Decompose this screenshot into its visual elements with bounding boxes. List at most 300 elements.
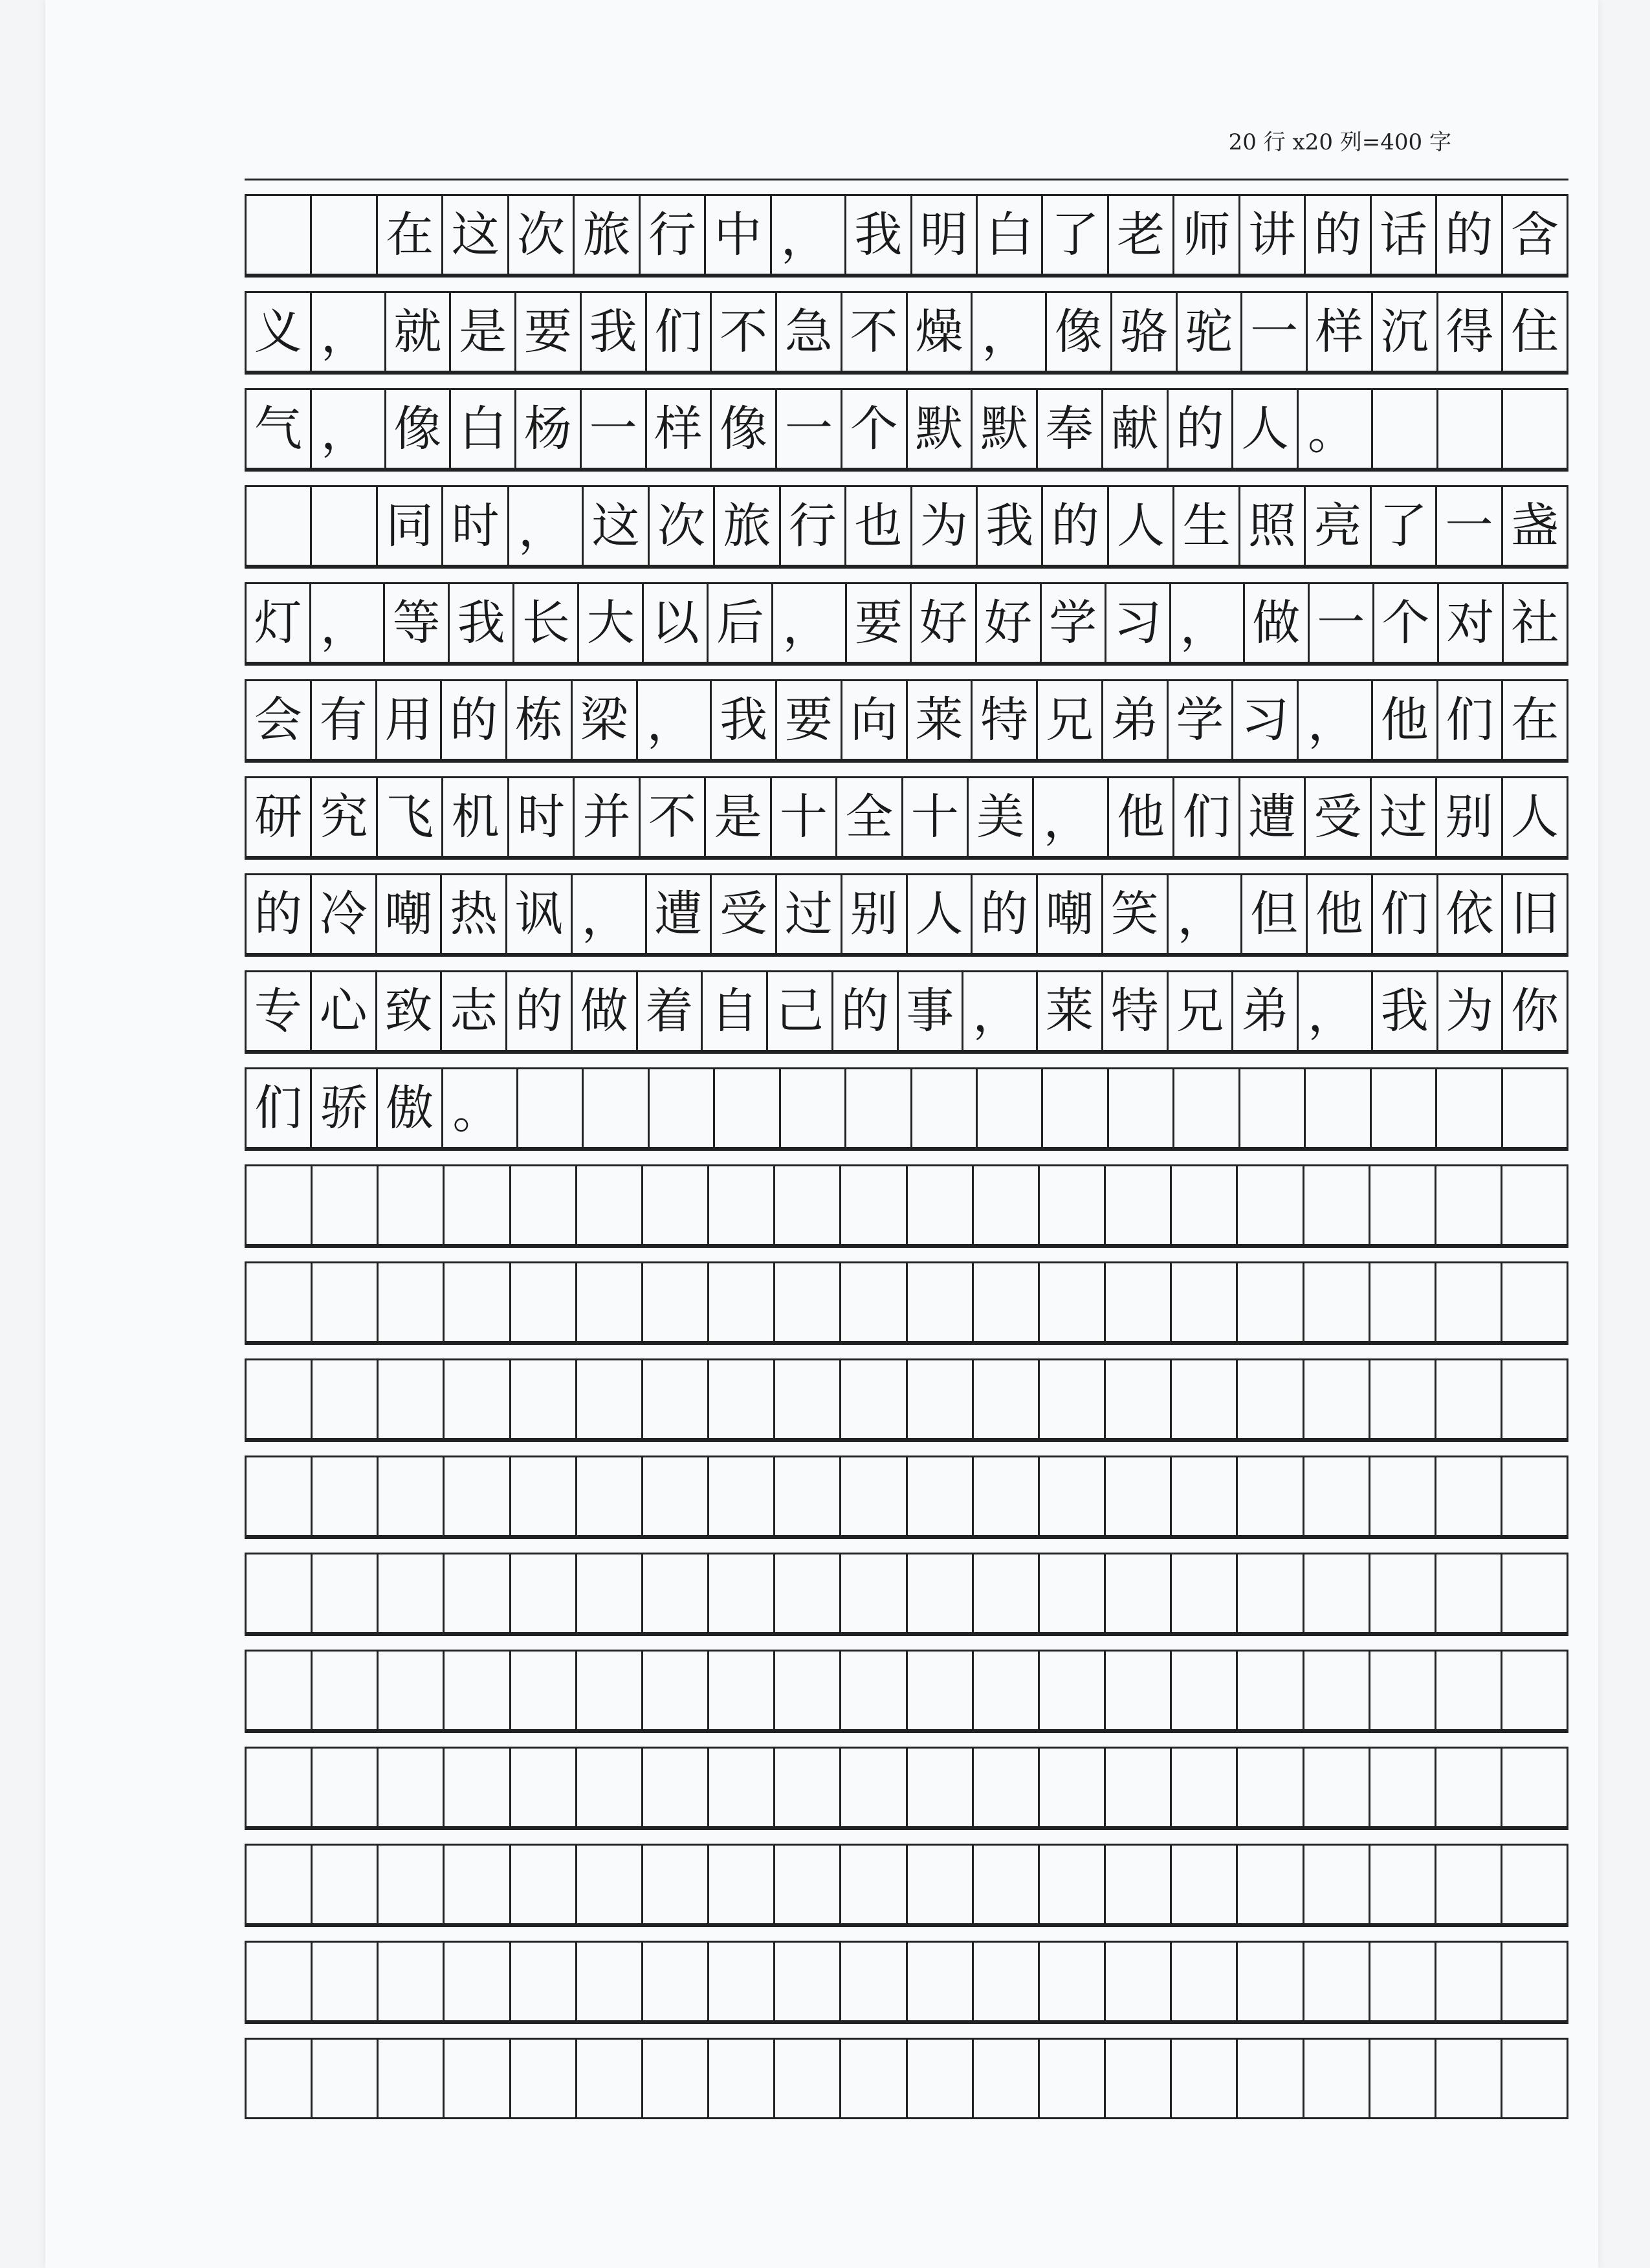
grid-cell	[641, 1457, 707, 1535]
grid-cell	[710, 681, 775, 759]
grid-cell	[1170, 1360, 1236, 1438]
grid-row	[245, 1828, 1568, 1925]
handwritten-char: 个	[850, 401, 898, 457]
grid-cell	[972, 1846, 1038, 1923]
grid-cell	[377, 1263, 443, 1341]
grid-cell	[245, 1554, 311, 1632]
grid-cell	[1370, 487, 1435, 565]
grid-cell	[1104, 1457, 1170, 1535]
grid-cell	[1372, 584, 1437, 662]
grid-cell	[245, 1263, 311, 1341]
grid-cell	[639, 196, 704, 274]
grid-cell	[1435, 1943, 1501, 2020]
handwritten-char: 做	[1252, 595, 1301, 651]
row-spacer	[245, 955, 1568, 970]
handwritten-char: 过	[784, 886, 833, 942]
grid-cell	[375, 681, 441, 759]
grid-cell	[245, 196, 310, 274]
grid-cell	[641, 1652, 707, 1729]
handwritten-char: 个	[1381, 595, 1430, 651]
grid-cell	[1435, 1263, 1501, 1341]
handwritten-char: 在	[1511, 692, 1559, 748]
grid-cell	[509, 1652, 575, 1729]
handwritten-char: 的	[514, 983, 563, 1039]
grid-cell	[1369, 1943, 1435, 2020]
grid-cell	[449, 293, 514, 371]
handwritten-char: 等	[392, 595, 441, 651]
grid-cell	[1435, 1554, 1501, 1632]
grid-cell	[310, 487, 375, 565]
row-spacer	[245, 276, 1568, 291]
grid-row	[245, 179, 1568, 276]
grid-cell	[376, 487, 441, 565]
grid-cell	[509, 1554, 575, 1632]
grid-cell	[1435, 1749, 1501, 1826]
handwritten-char: 含	[1510, 207, 1559, 263]
grid-cell	[509, 2040, 575, 2117]
grid-cell	[443, 1749, 509, 1826]
handwritten-char: 也	[854, 498, 903, 554]
grid-cell	[641, 1360, 707, 1438]
grid-cell	[910, 196, 976, 274]
grid-cell	[443, 1263, 509, 1341]
grid-cell	[441, 196, 507, 274]
handwritten-char: 这	[451, 207, 500, 263]
handwritten-char: 义	[254, 304, 302, 360]
handwritten-char: 默	[980, 401, 1029, 457]
handwritten-char: 会	[254, 692, 302, 748]
grid-cell	[245, 293, 310, 371]
grid-cell	[704, 196, 769, 274]
handwritten-char: 但	[1250, 886, 1299, 942]
grid-cell	[641, 1263, 707, 1341]
grid-cell	[245, 2040, 311, 2117]
grid-cell	[1297, 681, 1371, 759]
grid-cell	[509, 1846, 575, 1923]
grid-cell	[770, 196, 844, 274]
grid-cell	[841, 681, 906, 759]
handwritten-char: 遭	[654, 886, 703, 942]
grid-row	[245, 1052, 1568, 1149]
handwritten-char: 老	[1117, 207, 1165, 263]
grid-cell	[443, 1943, 509, 2020]
grid-cell	[1170, 1749, 1236, 1826]
grid-cell	[309, 584, 383, 662]
grid-cell	[1369, 2040, 1435, 2117]
grid-cell	[1172, 778, 1238, 856]
grid-cell	[906, 1166, 972, 1244]
grid-cell	[311, 1652, 377, 1729]
grid-cell	[1104, 1263, 1170, 1341]
handwritten-char: 究	[320, 789, 368, 845]
row-spacer	[245, 1828, 1568, 1844]
handwritten-char: 美	[976, 789, 1025, 845]
grid-cell	[505, 681, 571, 759]
handwritten-char: 杨	[523, 401, 572, 457]
handwritten-char: 的	[980, 886, 1029, 942]
grid-cell	[641, 2040, 707, 2117]
grid-cell	[1167, 875, 1241, 953]
grid-cell	[575, 1457, 641, 1535]
grid-cell	[516, 1069, 582, 1147]
grid-cell	[575, 1749, 641, 1826]
grid-cell	[245, 390, 310, 468]
handwritten-char: 的	[1314, 207, 1362, 263]
grid-cell	[1371, 681, 1436, 759]
grid-cell	[1369, 1846, 1435, 1923]
grid-cell	[1038, 1263, 1104, 1341]
handwritten-char: 。	[1308, 404, 1356, 460]
row-spacer	[245, 1052, 1568, 1067]
handwritten-char: 住	[1511, 304, 1559, 360]
grid-cell	[1236, 1457, 1302, 1535]
cell-strip	[245, 388, 1568, 470]
handwritten-char: 全	[845, 789, 894, 845]
grid-cell	[1104, 1652, 1170, 1729]
grid-row	[245, 761, 1568, 858]
grid-cell	[971, 390, 1036, 468]
grid-cell	[641, 1943, 707, 2020]
grid-cell	[839, 1554, 905, 1632]
grid-cell	[910, 487, 976, 565]
handwritten-char: 献	[1110, 401, 1159, 457]
grid-cell	[1297, 972, 1371, 1050]
grid-cell	[1369, 1360, 1435, 1438]
grid-cell	[773, 1943, 839, 2020]
handwritten-char: 为	[919, 498, 968, 554]
handwritten-char: 要	[523, 304, 572, 360]
grid-cell	[440, 875, 505, 953]
grid-cell	[972, 1263, 1038, 1341]
handwritten-char: 沉	[1380, 304, 1429, 360]
grid-cell	[841, 293, 906, 371]
cell-strip	[245, 1067, 1568, 1149]
grid-cell	[971, 681, 1036, 759]
handwritten-char: 是	[459, 304, 507, 360]
grid-cell	[636, 681, 710, 759]
grid-cell	[707, 584, 771, 662]
grid-cell	[839, 1846, 905, 1923]
cell-strip	[245, 1650, 1568, 1731]
grid-cell	[707, 1554, 773, 1632]
grid-cell	[1032, 778, 1106, 856]
handwritten-char: 像	[720, 401, 768, 457]
grid-cell	[245, 487, 310, 565]
handwritten-char: 不	[850, 304, 898, 360]
handwritten-char: 的	[254, 886, 302, 942]
grid-cell	[1501, 1846, 1568, 1923]
handwritten-char: 不	[648, 789, 696, 845]
handwritten-char: ，	[581, 889, 630, 945]
grid-cell	[1041, 487, 1106, 565]
grid-cell	[1370, 1069, 1435, 1147]
handwritten-char: 次	[517, 207, 566, 263]
grid-cell	[636, 972, 701, 1050]
grid-cell	[311, 1263, 377, 1341]
grid-cell	[773, 1846, 839, 1923]
grid-cell	[377, 2040, 443, 2117]
grid-cell	[1306, 293, 1371, 371]
grid-cell	[642, 584, 707, 662]
grid-cell	[775, 293, 841, 371]
grid-cell	[1297, 390, 1371, 468]
handwritten-char: 样	[654, 401, 703, 457]
handwritten-char: 大	[586, 595, 635, 651]
grid-cell	[1435, 1652, 1501, 1729]
grid-cell	[1236, 1166, 1302, 1244]
row-spacer	[245, 2022, 1568, 2038]
row-spacer	[245, 1343, 1568, 1358]
grid-cell	[245, 584, 309, 662]
grid-cell	[377, 1943, 443, 2020]
grid-cell	[1437, 584, 1502, 662]
grid-cell	[311, 1846, 377, 1923]
handwritten-char: 遭	[1248, 789, 1297, 845]
grid-cell	[505, 972, 571, 1050]
grid-cell	[443, 1360, 509, 1438]
grid-cell	[839, 2040, 905, 2117]
grid-cell	[1304, 778, 1369, 856]
handwritten-char: 别	[850, 886, 898, 942]
grid-cell	[1435, 1166, 1501, 1244]
grid-cell	[910, 584, 974, 662]
handwritten-char: ，	[982, 307, 1030, 363]
grid-cell	[773, 2040, 839, 2117]
grid-cell	[839, 1652, 905, 1729]
grid-cell	[1107, 778, 1172, 856]
grid-cell	[707, 1943, 773, 2020]
handwritten-char: 并	[582, 789, 631, 845]
grid-cell	[310, 390, 384, 468]
grid-cell	[1101, 390, 1167, 468]
grid-cell	[575, 1652, 641, 1729]
grid-row	[245, 2022, 1568, 2119]
grid-cell	[1036, 390, 1101, 468]
grid-cell	[1167, 972, 1232, 1050]
grid-cell	[577, 584, 642, 662]
grid-cell	[1303, 1943, 1369, 2020]
grid-cell	[245, 875, 310, 953]
grid-cell	[571, 681, 636, 759]
grid-cell	[770, 778, 835, 856]
handwritten-char: 师	[1182, 207, 1231, 263]
grid-cell	[245, 972, 310, 1050]
grid-cell	[1436, 875, 1502, 953]
grid-cell	[707, 1360, 773, 1438]
grid-cell	[449, 390, 514, 468]
grid-cell	[1170, 1166, 1236, 1244]
grid-cell	[1038, 1846, 1104, 1923]
grid-cell	[376, 778, 441, 856]
grid-cell	[311, 1749, 377, 1826]
grid-cell	[1038, 2040, 1104, 2117]
grid-cell	[310, 875, 375, 953]
grid-cell	[245, 1749, 311, 1826]
manuscript-sheet	[45, 0, 1598, 2268]
row-spacer	[245, 1246, 1568, 1261]
grid-cell	[975, 584, 1040, 662]
row-spacer	[245, 761, 1568, 776]
row-spacer	[245, 1731, 1568, 1747]
grid-cell	[573, 778, 638, 856]
handwritten-char: 的	[841, 983, 889, 1039]
handwritten-char: ，	[973, 987, 1021, 1042]
grid-cell	[648, 1069, 713, 1147]
grid-cell	[1170, 1652, 1236, 1729]
handwritten-char: 人	[1241, 401, 1290, 457]
grid-cell	[1435, 196, 1501, 274]
grid-cell	[443, 2040, 509, 2117]
handwritten-char: 急	[784, 304, 833, 360]
row-spacer	[245, 1149, 1568, 1164]
cell-strip	[245, 485, 1568, 567]
grid-cell	[1370, 778, 1435, 856]
handwritten-char: 好	[919, 595, 967, 651]
grid-cell	[1303, 2040, 1369, 2117]
grid-cell	[976, 487, 1041, 565]
grid-cell	[1501, 1749, 1568, 1826]
grid-row	[245, 858, 1568, 955]
grid-cell	[839, 1749, 905, 1826]
grid-cell	[639, 778, 704, 856]
grid-cell	[1501, 972, 1568, 1050]
handwritten-char: 机	[451, 789, 500, 845]
grid-cell	[443, 1166, 509, 1244]
grid-cell	[1172, 196, 1238, 274]
grid-cell	[1038, 1360, 1104, 1438]
row-spacer	[245, 1440, 1568, 1456]
handwritten-char: 不	[720, 304, 768, 360]
handwritten-char: 他	[1380, 692, 1429, 748]
grid-cell	[645, 390, 710, 468]
grid-cell	[1038, 1166, 1104, 1244]
grid-cell	[648, 487, 713, 565]
grid-cell	[707, 1166, 773, 1244]
grid-cell	[766, 972, 831, 1050]
grid-cell	[509, 1749, 575, 1826]
handwritten-char: 时	[517, 789, 566, 845]
handwritten-char: 旧	[1511, 886, 1559, 942]
handwritten-char: 我	[589, 304, 637, 360]
grid-cell	[509, 1457, 575, 1535]
grid-cell	[580, 293, 645, 371]
grid-cell	[1371, 875, 1436, 953]
grid-cell	[844, 487, 910, 565]
grid-cell	[440, 972, 505, 1050]
handwritten-char: 行	[648, 207, 696, 263]
grid-row	[245, 664, 1568, 761]
handwritten-char: 受	[1314, 789, 1362, 845]
cell-strip	[245, 1844, 1568, 1925]
grid-cell	[962, 972, 1036, 1050]
handwritten-char: 用	[384, 692, 433, 748]
grid-cell	[1107, 196, 1172, 274]
grid-cell	[375, 875, 441, 953]
grid-cell	[245, 1360, 311, 1438]
handwritten-char: 同	[386, 498, 434, 554]
row-spacer	[245, 858, 1568, 873]
grid-cell	[707, 1457, 773, 1535]
grid-cell	[375, 972, 441, 1050]
row-spacer	[245, 179, 1568, 194]
handwritten-char: 十	[779, 789, 828, 845]
handwritten-char: 们	[1380, 886, 1429, 942]
grid-cell	[310, 778, 375, 856]
grid-cell	[1435, 1069, 1501, 1147]
handwritten-char: 照	[1248, 498, 1297, 554]
handwritten-char: 要	[854, 595, 903, 651]
handwritten-char: 莱	[915, 692, 963, 748]
grid-cell	[897, 972, 962, 1050]
handwritten-char: 做	[580, 983, 628, 1039]
grid-cell	[575, 1263, 641, 1341]
handwritten-char: 研	[254, 789, 303, 845]
grid-cell	[1238, 487, 1304, 565]
grid-cell	[906, 1360, 972, 1438]
handwritten-char: ，	[780, 210, 829, 266]
grid-cell	[906, 1652, 972, 1729]
grid-cell	[1105, 584, 1169, 662]
grid-cell	[1170, 1943, 1236, 2020]
cell-strip	[245, 1164, 1568, 1246]
handwritten-char: ，	[646, 695, 695, 751]
grid-cell	[441, 1069, 516, 1147]
handwritten-char: 傲	[386, 1080, 434, 1136]
grid-cell	[972, 1166, 1038, 1244]
handwritten-char: ，	[518, 501, 566, 557]
grid-cell	[1304, 487, 1369, 565]
grid-cell	[906, 1749, 972, 1826]
writing-grid	[245, 179, 1568, 2119]
row-spacer	[245, 567, 1568, 582]
grid-cell	[1435, 1457, 1501, 1535]
grid-cell	[1231, 972, 1297, 1050]
grid-cell	[773, 1652, 839, 1729]
handwritten-char: 他	[1315, 886, 1363, 942]
handwritten-char: 受	[720, 886, 768, 942]
grid-cell	[845, 584, 910, 662]
grid-cell	[311, 1943, 377, 2020]
grid-cell	[377, 1360, 443, 1438]
grid-cell	[906, 681, 971, 759]
handwritten-char: ，	[320, 307, 369, 363]
handwritten-char: 我	[720, 692, 768, 748]
handwritten-char: 莱	[1045, 983, 1094, 1039]
cell-strip	[245, 194, 1568, 276]
grid-cell	[710, 875, 775, 953]
grid-cell	[1369, 1457, 1435, 1535]
grid-cell	[575, 1554, 641, 1632]
grid-cell	[707, 1263, 773, 1341]
grid-cell	[245, 778, 310, 856]
grid-cell	[1236, 1360, 1302, 1438]
grid-cell	[509, 1166, 575, 1244]
grid-row	[245, 276, 1568, 373]
grid-cell	[1303, 1166, 1369, 1244]
grid-cell	[906, 2040, 972, 2117]
handwritten-char: 生	[1182, 498, 1231, 554]
handwritten-char: 学	[1049, 595, 1097, 651]
grid-cell	[384, 293, 450, 371]
grid-cell	[906, 1457, 972, 1535]
grid-cell	[641, 1749, 707, 1826]
grid-cell	[514, 293, 580, 371]
grid-cell	[707, 2040, 773, 2117]
handwritten-char: 栋	[514, 692, 563, 748]
grid-cell	[245, 1069, 310, 1147]
grid-cell	[1236, 1554, 1302, 1632]
grid-cell	[245, 1166, 311, 1244]
